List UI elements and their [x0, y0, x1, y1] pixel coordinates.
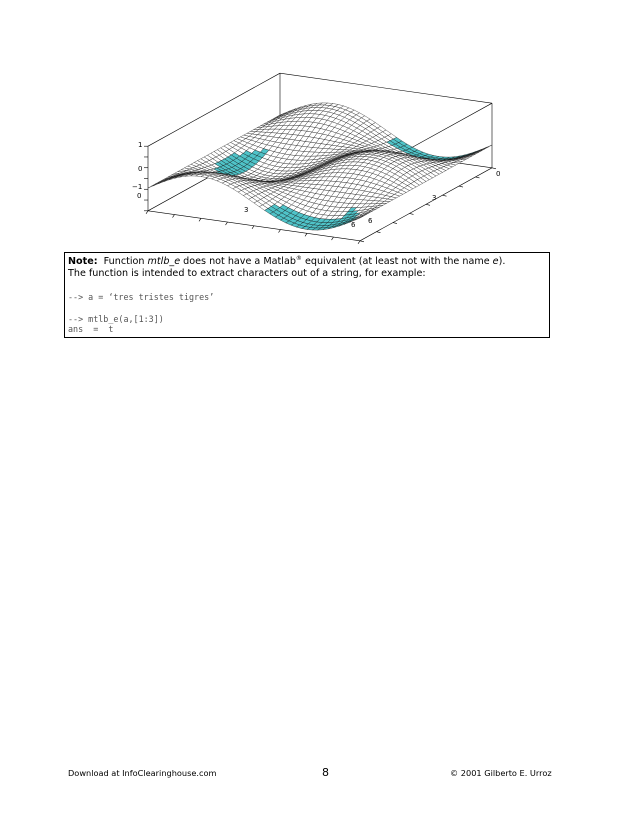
axis-tick [377, 232, 381, 233]
axis-tick [146, 211, 148, 214]
footer-source: Download at InfoClearinghouse.com [68, 768, 217, 778]
code-line: ans = t [68, 324, 114, 334]
axis-tick [305, 233, 307, 236]
registered-mark: ® [295, 254, 302, 262]
note-text: equivalent (at least not with the name [304, 256, 490, 267]
note-line-2: The function is intended to extract characters out of a string, for example: [68, 268, 426, 279]
footer-copyright: © 2001 Gilberto E. Urroz [450, 768, 552, 778]
surface-plot [0, 0, 638, 245]
surface-mesh [148, 103, 492, 230]
axis-tick [393, 223, 397, 224]
note-text: ). [498, 256, 506, 267]
axis-tick [443, 195, 447, 196]
y-tick-label: 0 [496, 170, 501, 178]
note-label: Note: [68, 256, 98, 267]
axis-tick [360, 241, 364, 242]
axis-tick [492, 168, 496, 169]
note-line-1 [68, 256, 505, 267]
name-e: e [492, 256, 499, 267]
axis-tick [173, 215, 175, 218]
y-tick-label: 6 [368, 217, 373, 225]
axis-tick [332, 237, 334, 240]
z-tick-label: −1 [132, 183, 143, 191]
page-number: 8 [322, 766, 329, 779]
axis-tick [199, 218, 201, 221]
function-name: mtlb_e [147, 256, 181, 267]
code-line: --> mtlb_e(a,[1:3]) [68, 314, 164, 324]
axis-tick [426, 204, 430, 205]
code-line: --> a = ‘tres tristes tigres’ [68, 292, 215, 302]
axis-tick [252, 226, 254, 229]
plot-box-edge [280, 73, 492, 103]
page-footer [0, 766, 638, 782]
x-tick-label: 3 [244, 206, 249, 214]
axis-tick [226, 222, 228, 225]
axis-tick [410, 213, 414, 214]
note-text: Function [103, 256, 145, 267]
z-tick-label: 1 [138, 141, 143, 149]
x-tick-label: 6 [351, 221, 356, 229]
note-text: does not have a Matlab [183, 256, 296, 267]
y-tick-label: 3 [432, 194, 437, 202]
axis-tick [358, 241, 360, 244]
axis-tick [476, 177, 480, 178]
axis-tick [459, 186, 463, 187]
z-tick-label: 0 [138, 165, 143, 173]
x-tick-label: 0 [137, 192, 142, 200]
note-box [64, 252, 550, 338]
axis-tick [279, 230, 281, 233]
